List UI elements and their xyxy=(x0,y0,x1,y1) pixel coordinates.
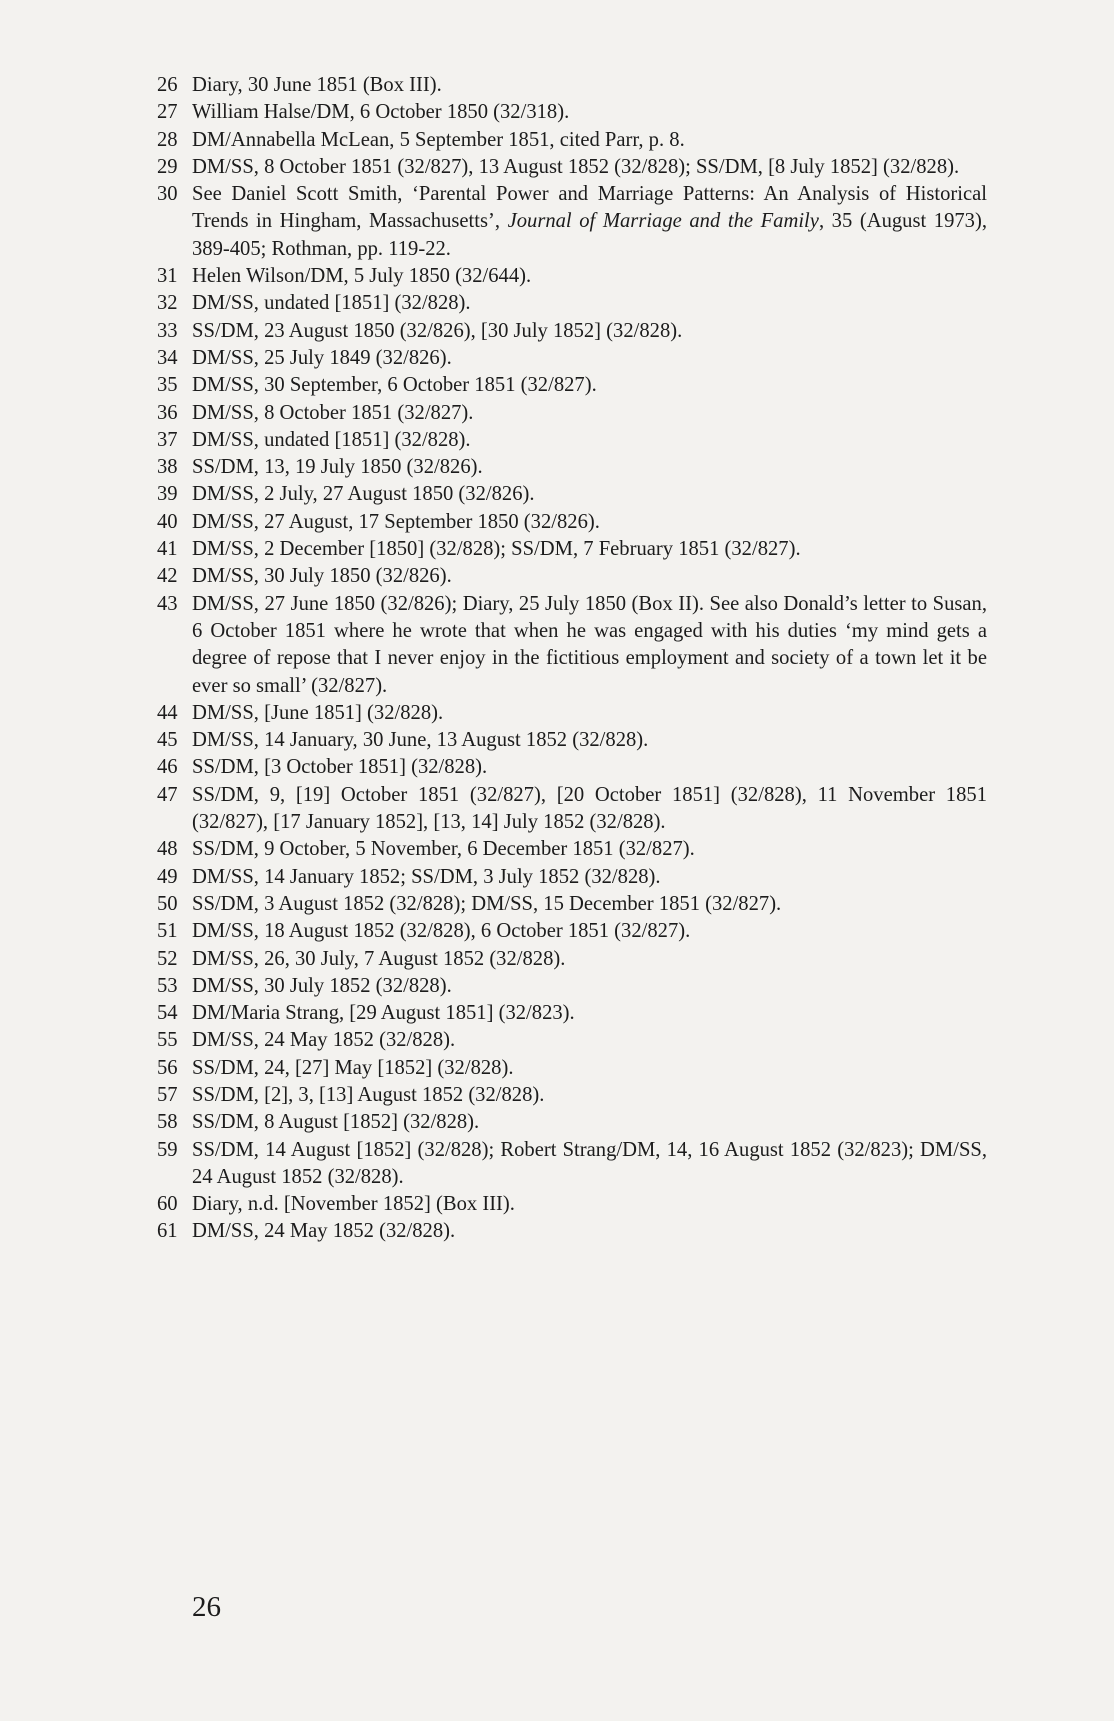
endnote-text: DM/SS, 27 June 1850 (32/826); Diary, 25 July 1850 (Box II). See also Donald’s letter to Susan, 6 October 1851 where he wrote that when he was engaged with his duties ‘my mind gets a degree of repose that I never enjoy in the fictitious employment and society of a town let it be ever so small’ (32/827). xyxy=(192,592,987,697)
endnote-39 xyxy=(157,481,987,508)
endnote-number: 42 xyxy=(157,565,178,588)
endnote-56 xyxy=(157,1055,987,1082)
endnote-43 xyxy=(157,591,987,700)
endnote-50 xyxy=(157,891,987,918)
endnote-number: 30 xyxy=(157,183,178,206)
endnote-51 xyxy=(157,918,987,945)
endnote-number: 40 xyxy=(157,510,178,533)
endnote-33 xyxy=(157,318,987,345)
endnote-49 xyxy=(157,864,987,891)
endnote-text: DM/SS, 14 January 1852; SS/DM, 3 July 1852 (32/828). xyxy=(192,865,661,888)
endnote-text: DM/SS, 24 May 1852 (32/828). xyxy=(192,1220,456,1243)
endnote-text: SS/DM, 24, [27] May [1852] (32/828). xyxy=(192,1056,514,1079)
endnote-number: 59 xyxy=(157,1138,178,1161)
endnote-38 xyxy=(157,454,987,481)
endnote-number: 49 xyxy=(157,865,178,888)
endnote-41 xyxy=(157,536,987,563)
endnote-number: 34 xyxy=(157,346,178,369)
endnote-number: 50 xyxy=(157,892,178,915)
endnote-number: 47 xyxy=(157,783,178,806)
endnote-60 xyxy=(157,1191,987,1218)
endnote-number: 26 xyxy=(157,74,178,96)
endnote-59 xyxy=(157,1137,987,1192)
endnote-number: 39 xyxy=(157,483,178,506)
endnote-number: 48 xyxy=(157,838,178,861)
endnote-number: 60 xyxy=(157,1193,178,1216)
endnote-number: 35 xyxy=(157,374,178,397)
endnote-26 xyxy=(157,72,987,99)
endnote-text: DM/SS, 14 January, 30 June, 13 August 1852 (32/828). xyxy=(192,729,649,752)
endnote-number: 32 xyxy=(157,292,178,315)
endnote-57 xyxy=(157,1082,987,1109)
endnote-46 xyxy=(157,754,987,781)
endnote-text: Diary, n.d. [November 1852] (Box III). xyxy=(192,1193,515,1216)
endnote-42 xyxy=(157,563,987,590)
endnote-34 xyxy=(157,345,987,372)
endnote-text: DM/SS, 25 July 1849 (32/826). xyxy=(192,346,452,369)
endnote-text: DM/SS, 26, 30 July, 7 August 1852 (32/828). xyxy=(192,947,566,970)
endnote-text: DM/SS, [June 1851] (32/828). xyxy=(192,701,444,724)
endnote-44 xyxy=(157,700,987,727)
endnote-61 xyxy=(157,1218,987,1245)
endnote-number: 31 xyxy=(157,265,178,288)
endnote-number: 28 xyxy=(157,128,178,151)
endnote-text: DM/SS, 8 October 1851 (32/827). xyxy=(192,401,474,424)
endnote-text: SS/DM, 13, 19 July 1850 (32/826). xyxy=(192,456,483,479)
endnote-text: DM/SS, 30 September, 6 October 1851 (32/827). xyxy=(192,374,597,397)
endnote-58 xyxy=(157,1109,987,1136)
endnote-45 xyxy=(157,727,987,754)
endnote-number: 27 xyxy=(157,101,178,124)
endnote-number: 54 xyxy=(157,1002,178,1025)
endnote-text: SS/DM, 9 October, 5 November, 6 December 1851 (32/827). xyxy=(192,838,695,861)
endnote-number: 41 xyxy=(157,538,178,561)
endnote-text: DM/SS, 30 July 1852 (32/828). xyxy=(192,974,452,997)
endnote-number: 43 xyxy=(157,592,178,615)
endnote-number: 52 xyxy=(157,947,178,970)
endnote-number: 38 xyxy=(157,456,178,479)
endnote-text: Diary, 30 June 1851 (Box III). xyxy=(192,74,442,96)
endnote-number: 37 xyxy=(157,428,178,451)
endnote-text-part: See Daniel Scott Smith, ‘Parental Power and Marriage Patterns: An Analysis of Historical Trends in Hingham, Massachusetts’, xyxy=(192,183,987,233)
endnote-number: 53 xyxy=(157,974,178,997)
endnote-text: SS/DM, 8 August [1852] (32/828). xyxy=(192,1111,480,1134)
endnote-number: 46 xyxy=(157,756,178,779)
endnote-text: DM/SS, 8 October 1851 (32/827), 13 August 1852 (32/828); SS/DM, [8 July 1852] (32/828). xyxy=(192,155,960,178)
endnote-text: SS/DM, 3 August 1852 (32/828); DM/SS, 15 December 1851 (32/827). xyxy=(192,892,782,915)
endnote-number: 51 xyxy=(157,920,178,943)
endnote-37 xyxy=(157,427,987,454)
endnote-text: DM/SS, 24 May 1852 (32/828). xyxy=(192,1029,456,1052)
endnote-number: 33 xyxy=(157,319,178,342)
endnote-28 xyxy=(157,127,987,154)
endnote-36 xyxy=(157,400,987,427)
endnote-text: DM/SS, 2 December [1850] (32/828); SS/DM, 7 February 1851 (32/827). xyxy=(192,538,801,561)
endnote-text: SS/DM, 23 August 1850 (32/826), [30 July 1852] (32/828). xyxy=(192,319,683,342)
endnote-30 xyxy=(157,181,987,263)
endnote-text: DM/SS, 30 July 1850 (32/826). xyxy=(192,565,452,588)
endnote-number: 57 xyxy=(157,1083,178,1106)
endnote-32 xyxy=(157,290,987,317)
endnote-number: 29 xyxy=(157,155,178,178)
endnote-number: 56 xyxy=(157,1056,178,1079)
endnote-number: 36 xyxy=(157,401,178,424)
endnote-number: 61 xyxy=(157,1220,178,1243)
endnote-text-part: , 35 (August 1973), 389-405; Rothman, pp. 119-22. xyxy=(192,210,987,260)
endnote-52 xyxy=(157,946,987,973)
endnote-text: DM/SS, 27 August, 17 September 1850 (32/826). xyxy=(192,510,600,533)
endnote-number: 45 xyxy=(157,729,178,752)
page-number: 26 xyxy=(192,1591,221,1623)
endnote-text: William Halse/DM, 6 October 1850 (32/318). xyxy=(192,101,570,124)
endnote-text: DM/SS, undated [1851] (32/828). xyxy=(192,292,471,315)
endnote-text: SS/DM, [3 October 1851] (32/828). xyxy=(192,756,488,779)
endnote-text: SS/DM, 9, [19] October 1851 (32/827), [20 October 1851] (32/828), 11 November 1851 (32/827), [17 January 1852], [13, 14] July 1852 (32/828). xyxy=(192,783,987,834)
endnote-text: DM/SS, 18 August 1852 (32/828), 6 October 1851 (32/827). xyxy=(192,920,691,943)
endnote-text: DM/SS, 2 July, 27 August 1850 (32/826). xyxy=(192,483,535,506)
endnote-27 xyxy=(157,99,987,126)
endnote-text: DM/Maria Strang, [29 August 1851] (32/823). xyxy=(192,1002,575,1025)
endnote-text xyxy=(192,181,987,263)
journal-title: Journal of Marriage and the Family xyxy=(507,210,819,233)
endnote-55 xyxy=(157,1027,987,1054)
endnote-number: 44 xyxy=(157,701,178,724)
endnote-31 xyxy=(157,263,987,290)
endnote-54 xyxy=(157,1000,987,1027)
endnote-40 xyxy=(157,509,987,536)
endnote-text: Helen Wilson/DM, 5 July 1850 (32/644). xyxy=(192,265,532,288)
endnote-text: DM/SS, undated [1851] (32/828). xyxy=(192,428,471,451)
endnote-number: 58 xyxy=(157,1111,178,1134)
endnote-text: SS/DM, [2], 3, [13] August 1852 (32/828). xyxy=(192,1083,545,1106)
endnote-text: DM/Annabella McLean, 5 September 1851, cited Parr, p. 8. xyxy=(192,128,685,151)
endnote-47 xyxy=(157,782,987,837)
endnote-48 xyxy=(157,836,987,863)
endnote-35 xyxy=(157,372,987,399)
endnote-number: 55 xyxy=(157,1029,178,1052)
endnote-29 xyxy=(157,154,987,181)
endnote-53 xyxy=(157,973,987,1000)
endnote-text: SS/DM, 14 August [1852] (32/828); Robert Strang/DM, 14, 16 August 1852 (32/823); DM/SS, 24 August 1852 (32/828). xyxy=(192,1138,987,1188)
endnotes-list xyxy=(157,72,987,1246)
